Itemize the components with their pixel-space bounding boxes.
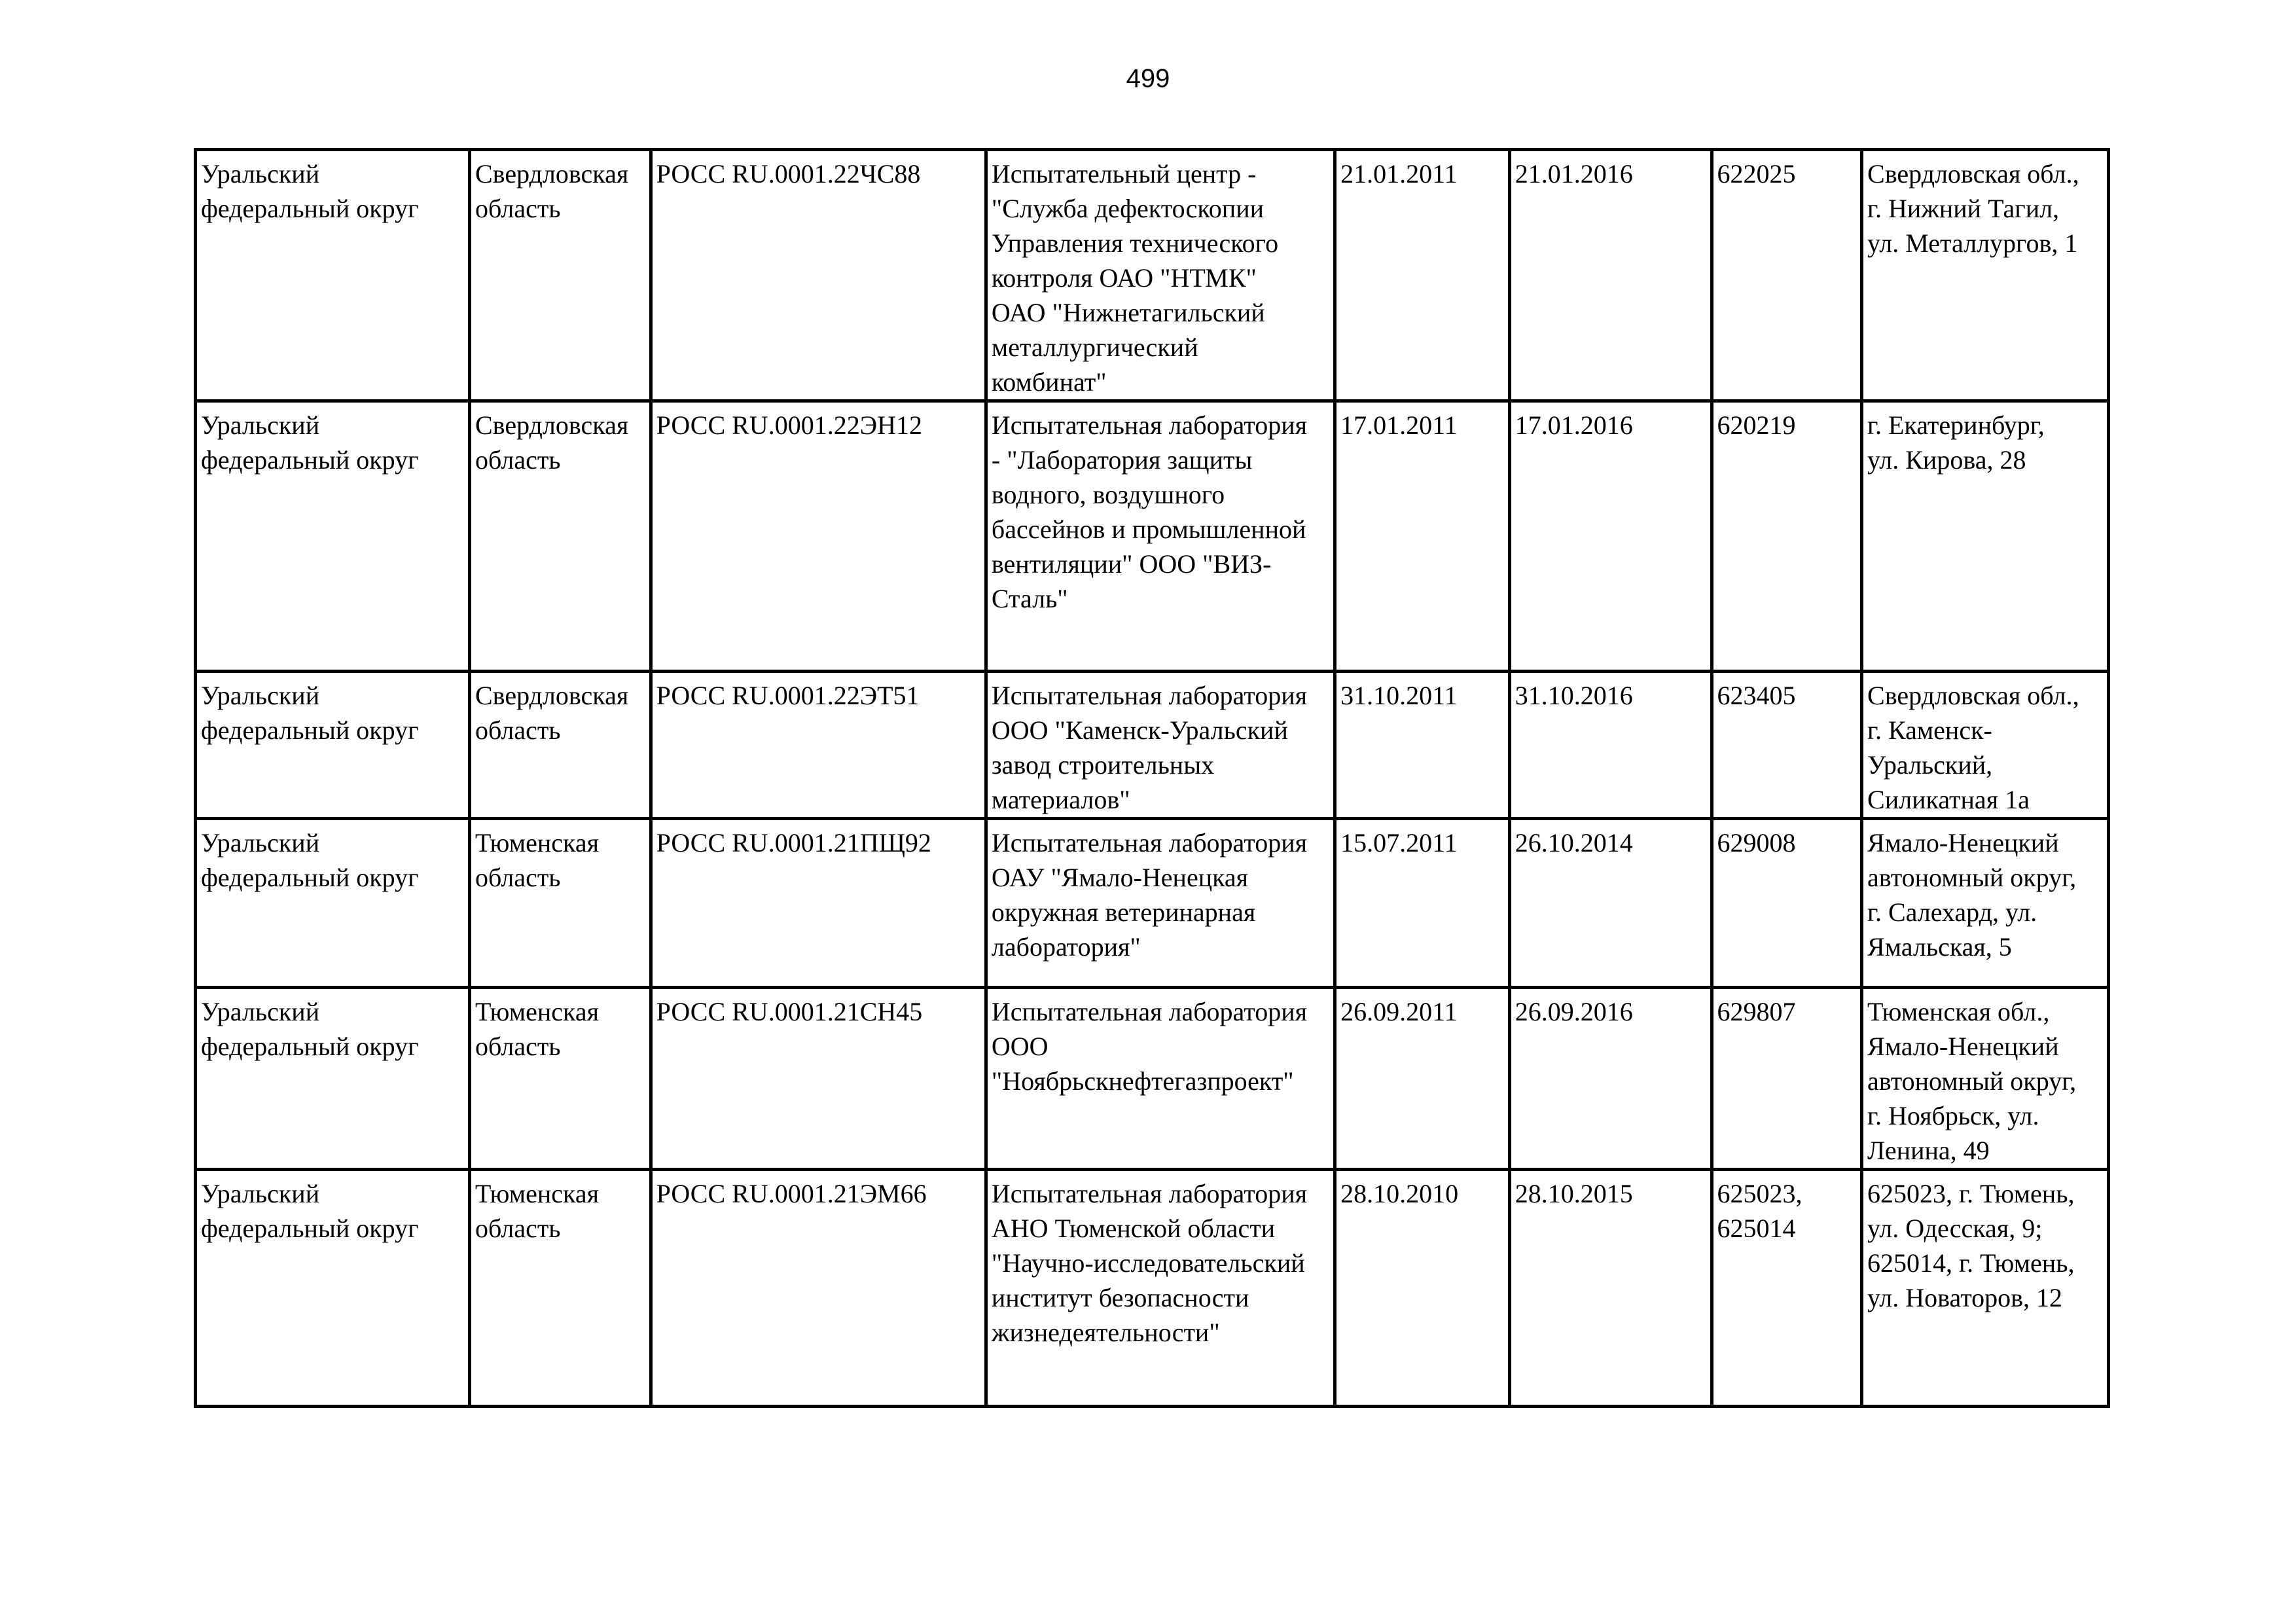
table-row — [196, 988, 2109, 1170]
region-cell: Свердловская область — [470, 672, 651, 819]
registration-number-cell: РОСС RU.0001.21ПЩ92 — [651, 819, 986, 988]
issue-date-cell: 15.07.2011 — [1335, 819, 1510, 988]
address-cell: г. Екатеринбург, ул. Кирова, 28 — [1862, 401, 2109, 672]
table-row — [196, 401, 2109, 672]
registration-number-cell: РОСС RU.0001.22ЧС88 — [651, 150, 986, 401]
federal-district-cell: Уральский федеральный округ — [196, 1170, 470, 1407]
issue-date-cell: 31.10.2011 — [1335, 672, 1510, 819]
organization-cell: Испытательная лаборатория - "Лаборатория защиты водного, воздушного бассейнов и промышленной вентиляции" ООО "ВИЗ- Сталь" — [986, 401, 1335, 672]
table-row — [196, 150, 2109, 401]
organization-cell: Испытательная лаборатория ОАУ "Ямало-Ненецкая окружная ветеринарная лаборатория" — [986, 819, 1335, 988]
expiry-date-cell: 26.10.2014 — [1509, 819, 1712, 988]
postcode-cell: 623405 — [1712, 672, 1862, 819]
postcode-cell: 629008 — [1712, 819, 1862, 988]
address-cell: Тюменская обл., Ямало-Ненецкий автономный округ, г. Ноябрьск, ул. Ленина, 49 — [1862, 988, 2109, 1170]
address-cell: 625023, г. Тюмень, ул. Одесская, 9; 625014, г. Тюмень, ул. Новаторов, 12 — [1862, 1170, 2109, 1407]
organization-cell: Испытательная лаборатория ООО "Каменск-Уральский завод строительных материалов" — [986, 672, 1335, 819]
address-cell: Свердловская обл., г. Нижний Тагил, ул. Металлургов, 1 — [1862, 150, 2109, 401]
table-row — [196, 819, 2109, 988]
postcode-cell: 629807 — [1712, 988, 1862, 1170]
registration-number-cell: РОСС RU.0001.21ЭМ66 — [651, 1170, 986, 1407]
issue-date-cell: 17.01.2011 — [1335, 401, 1510, 672]
issue-date-cell: 26.09.2011 — [1335, 988, 1510, 1170]
organization-cell: Испытательная лаборатория АНО Тюменской области "Научно-исследовательский институт безопасности жизнедеятельности" — [986, 1170, 1335, 1407]
table-row — [196, 672, 2109, 819]
expiry-date-cell: 26.09.2016 — [1509, 988, 1712, 1170]
registration-number-cell: РОСС RU.0001.22ЭТ51 — [651, 672, 986, 819]
federal-district-cell: Уральский федеральный округ — [196, 819, 470, 988]
region-cell: Тюменская область — [470, 1170, 651, 1407]
issue-date-cell: 21.01.2011 — [1335, 150, 1510, 401]
federal-district-cell: Уральский федеральный округ — [196, 672, 470, 819]
expiry-date-cell: 17.01.2016 — [1509, 401, 1712, 672]
expiry-date-cell: 28.10.2015 — [1509, 1170, 1712, 1407]
region-cell: Тюменская область — [470, 988, 651, 1170]
table-row — [196, 1170, 2109, 1407]
registration-number-cell: РОСС RU.0001.21СН45 — [651, 988, 986, 1170]
page-number: 499 — [1126, 64, 1170, 93]
region-cell: Свердловская область — [470, 401, 651, 672]
postcode-cell: 622025 — [1712, 150, 1862, 401]
region-cell: Тюменская область — [470, 819, 651, 988]
address-cell: Ямало-Ненецкий автономный округ, г. Салехард, ул. Ямальская, 5 — [1862, 819, 2109, 988]
organization-cell: Испытательный центр - "Служба дефектоскопии Управления технического контроля ОАО "НТМК" ОАО "Нижнетагильский металлургический комбинат" — [986, 150, 1335, 401]
accreditation-table — [194, 148, 2110, 1408]
federal-district-cell: Уральский федеральный округ — [196, 401, 470, 672]
federal-district-cell: Уральский федеральный округ — [196, 150, 470, 401]
expiry-date-cell: 31.10.2016 — [1509, 672, 1712, 819]
registration-number-cell: РОСС RU.0001.22ЭН12 — [651, 401, 986, 672]
federal-district-cell: Уральский федеральный округ — [196, 988, 470, 1170]
address-cell: Свердловская обл., г. Каменск- Уральский, Силикатная 1а — [1862, 672, 2109, 819]
expiry-date-cell: 21.01.2016 — [1509, 150, 1712, 401]
organization-cell: Испытательная лаборатория ООО "Ноябрьскнефтегазпроект" — [986, 988, 1335, 1170]
region-cell: Свердловская область — [470, 150, 651, 401]
postcode-cell: 625023, 625014 — [1712, 1170, 1862, 1407]
issue-date-cell: 28.10.2010 — [1335, 1170, 1510, 1407]
postcode-cell: 620219 — [1712, 401, 1862, 672]
